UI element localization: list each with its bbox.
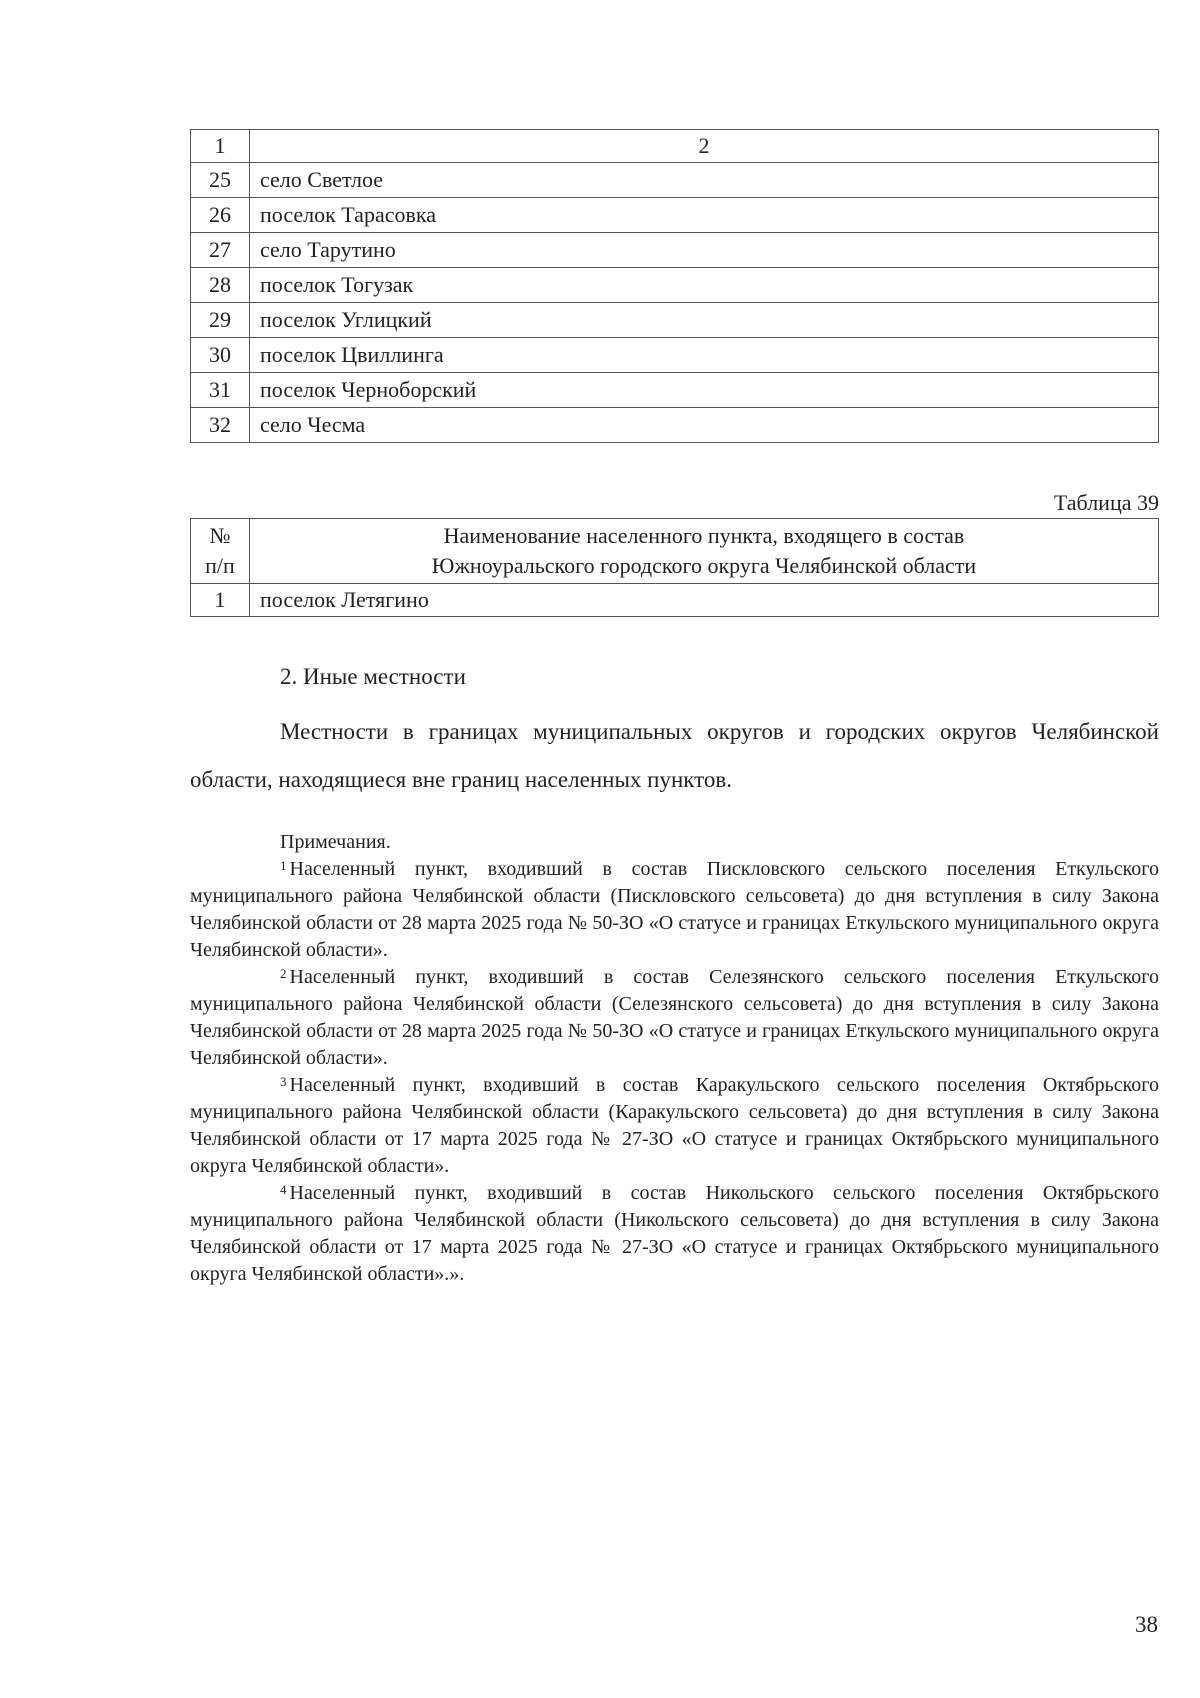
row-number: 1 [191, 584, 250, 617]
row-number: 31 [191, 373, 250, 408]
header-num-line1: № [209, 523, 231, 548]
row-number: 30 [191, 338, 250, 373]
settlements-continuation-table [190, 129, 1159, 443]
settlement-name: село Чесма [250, 408, 1159, 443]
row-number: 28 [191, 268, 250, 303]
row-number: 29 [191, 303, 250, 338]
note-item [190, 856, 1159, 964]
row-number: 27 [191, 233, 250, 268]
settlement-name: село Светлое [250, 163, 1159, 198]
note-text: Населенный пункт, входивший в состав Пискловского сельского поселения Еткульского муниципального района Челябинской области (Пискловского сельсовета) до дня вступления в силу Закона Челябинской области от 28 марта 2025 года № 50-ЗО «О статусе и границах Еткульского муниципального округа Челябинской области». [190, 858, 1159, 961]
note-text: Населенный пункт, входивший в состав Никольского сельского поселения Октябрьского муниципального района Челябинской области (Никольского сельсовета) до дня вступления в силу Закона Челябинской области от 17 марта 2025 года № 27-ЗО «О статусе и границах Октябрьского муниципального округа Челябинской области».». [190, 1182, 1159, 1285]
note-item [190, 1180, 1159, 1288]
column-name-header [250, 519, 1159, 584]
row-number: 26 [191, 198, 250, 233]
footnote-mark: 4 [280, 1182, 287, 1197]
settlement-name: поселок Летягино [250, 584, 1159, 617]
table-header-row [191, 519, 1159, 584]
settlement-name: поселок Черноборский [250, 373, 1159, 408]
notes-block [190, 829, 1159, 1288]
table-row [191, 408, 1159, 443]
settlement-name: поселок Углицкий [250, 303, 1159, 338]
table-39-caption: Таблица 39 [1053, 490, 1159, 515]
table-39 [190, 518, 1159, 617]
section-paragraph: Местности в границах муниципальных округов и городских округов Челябинской области, находящиеся вне границ населенных пунктов. [190, 719, 1159, 792]
header-num-line2: п/п [205, 553, 235, 578]
column-name-header: 2 [250, 130, 1159, 163]
settlement-name: поселок Цвиллинга [250, 338, 1159, 373]
page-number: 38 [1135, 1612, 1158, 1637]
footnote-mark: 2 [280, 966, 287, 981]
column-number-header: 1 [191, 130, 250, 163]
header-name-line2: Южноуральского городского округа Челябинской области [431, 553, 977, 578]
table-row [191, 373, 1159, 408]
column-number-header [191, 519, 250, 584]
row-number: 32 [191, 408, 250, 443]
settlement-name: село Тарутино [250, 233, 1159, 268]
table-row [191, 163, 1159, 198]
section-heading: 2. Иные местности [280, 664, 466, 689]
table-row [191, 233, 1159, 268]
note-text: Населенный пункт, входивший в состав Селезянского сельского поселения Еткульского муниципального района Челябинской области (Селезянского сельсовета) до дня вступления в силу Закона Челябинской области от 28 марта 2025 года № 50-ЗО «О статусе и границах Еткульского муниципального округа Челябинской области». [190, 966, 1159, 1069]
table-row [191, 338, 1159, 373]
table-row [191, 584, 1159, 617]
table-row [191, 268, 1159, 303]
settlement-name: поселок Тарасовка [250, 198, 1159, 233]
header-name-line1: Наименование населенного пункта, входящего в состав [443, 523, 965, 548]
notes-title: Примечания. [280, 831, 391, 853]
footnote-mark: 1 [280, 858, 287, 873]
note-item [190, 1072, 1159, 1180]
footnote-mark: 3 [280, 1074, 287, 1089]
note-text: Населенный пункт, входивший в состав Каракульского сельского поселения Октябрьского муниципального района Челябинской области (Каракульского сельсовета) до дня вступления в силу Закона Челябинской области от 17 марта 2025 года № 27-ЗО «О статусе и границах Октябрьского муниципального округа Челябинской области». [190, 1074, 1159, 1177]
table-header-row [191, 130, 1159, 163]
table-row [191, 198, 1159, 233]
note-item [190, 964, 1159, 1072]
table-row [191, 303, 1159, 338]
row-number: 25 [191, 163, 250, 198]
settlement-name: поселок Тогузак [250, 268, 1159, 303]
